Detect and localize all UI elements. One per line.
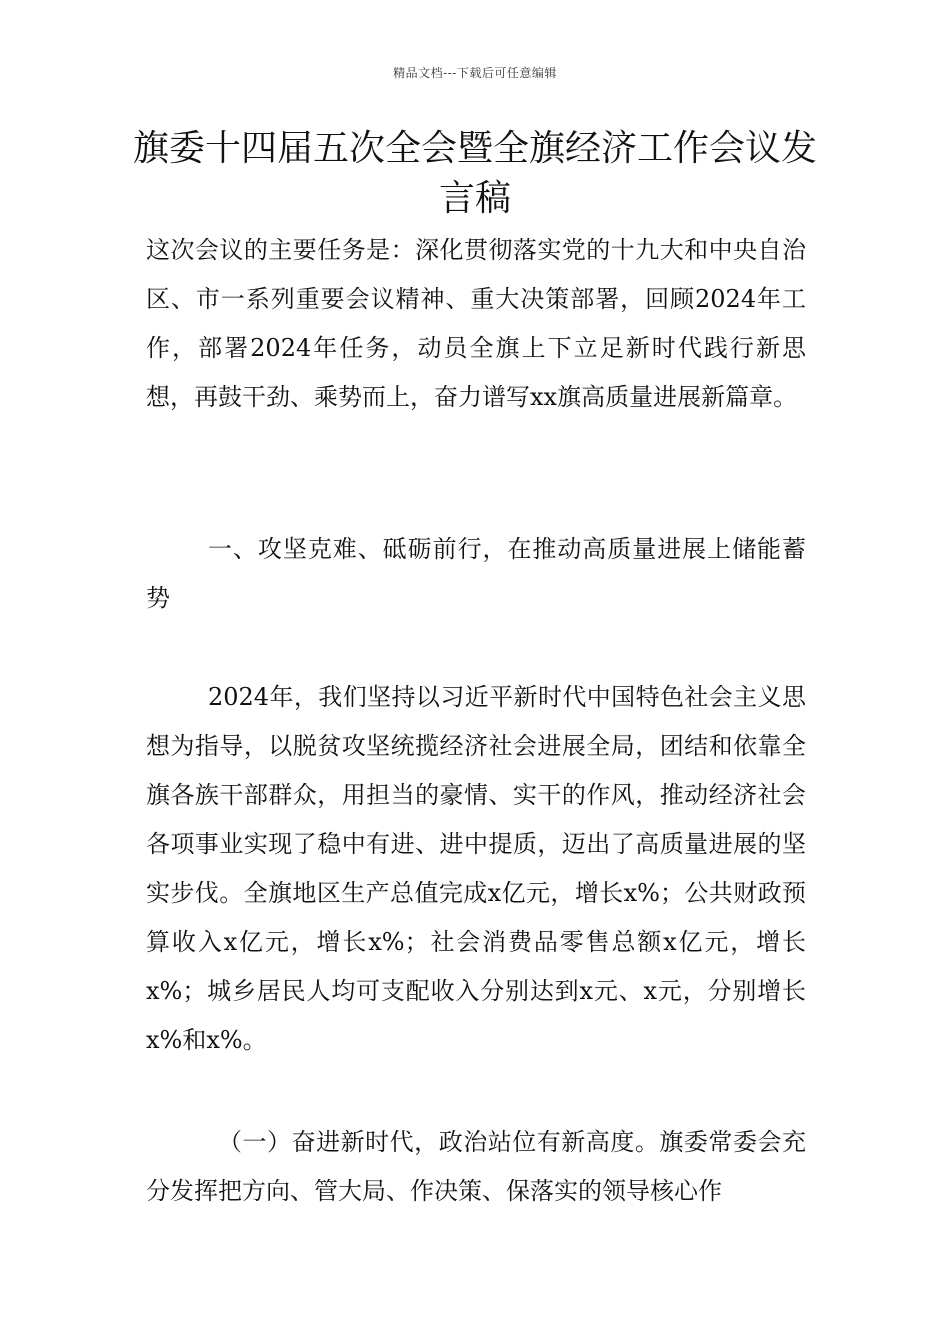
subsection-heading-1: （一）奋进新时代，政治站位有新高度。旗委常委会充分发挥把方向、管大局、作决策、保落实的领导核心作 <box>146 1128 806 1205</box>
section-heading-1: 一、攻坚克难、砥砺前行，在推动高质量进展上储能蓄势 <box>146 535 806 612</box>
intro-paragraph: 这次会议的主要任务是：深化贯彻落实党的十九大和中央自治区、市一系列重要会议精神、重大决策部署，回顾2024年工作，部署2024年任务，动员全旗上下立足新时代践行新思想，再鼓干劲、乘势而上，奋力谱写xx旗高质量进展新篇章。 <box>146 236 806 411</box>
document-title: 旗委十四届五次全会暨全旗经济工作会议发言稿 <box>132 128 817 219</box>
body-paragraph-2024-review: 2024年，我们坚持以习近平新时代中国特色社会主义思想为指导，以脱贫攻坚统揽经济社会进展全局，团结和依靠全旗各族干部群众，用担当的豪情、实干的作风，推动经济社会各项事业实现了稳中有进、进中提质，迈出了高质量进展的坚实步伐。全旗地区生产总值完成x亿元，增长x%；公共财政预算收入x亿元，增长x%；社会消费品零售总额x亿元，增长x%；城乡居民人均可支配收入分别达到x元、x元，分别增长x%和x%。 <box>146 683 806 1054</box>
page-header-note: 精品文档---下载后可任意编辑 <box>393 66 557 80</box>
